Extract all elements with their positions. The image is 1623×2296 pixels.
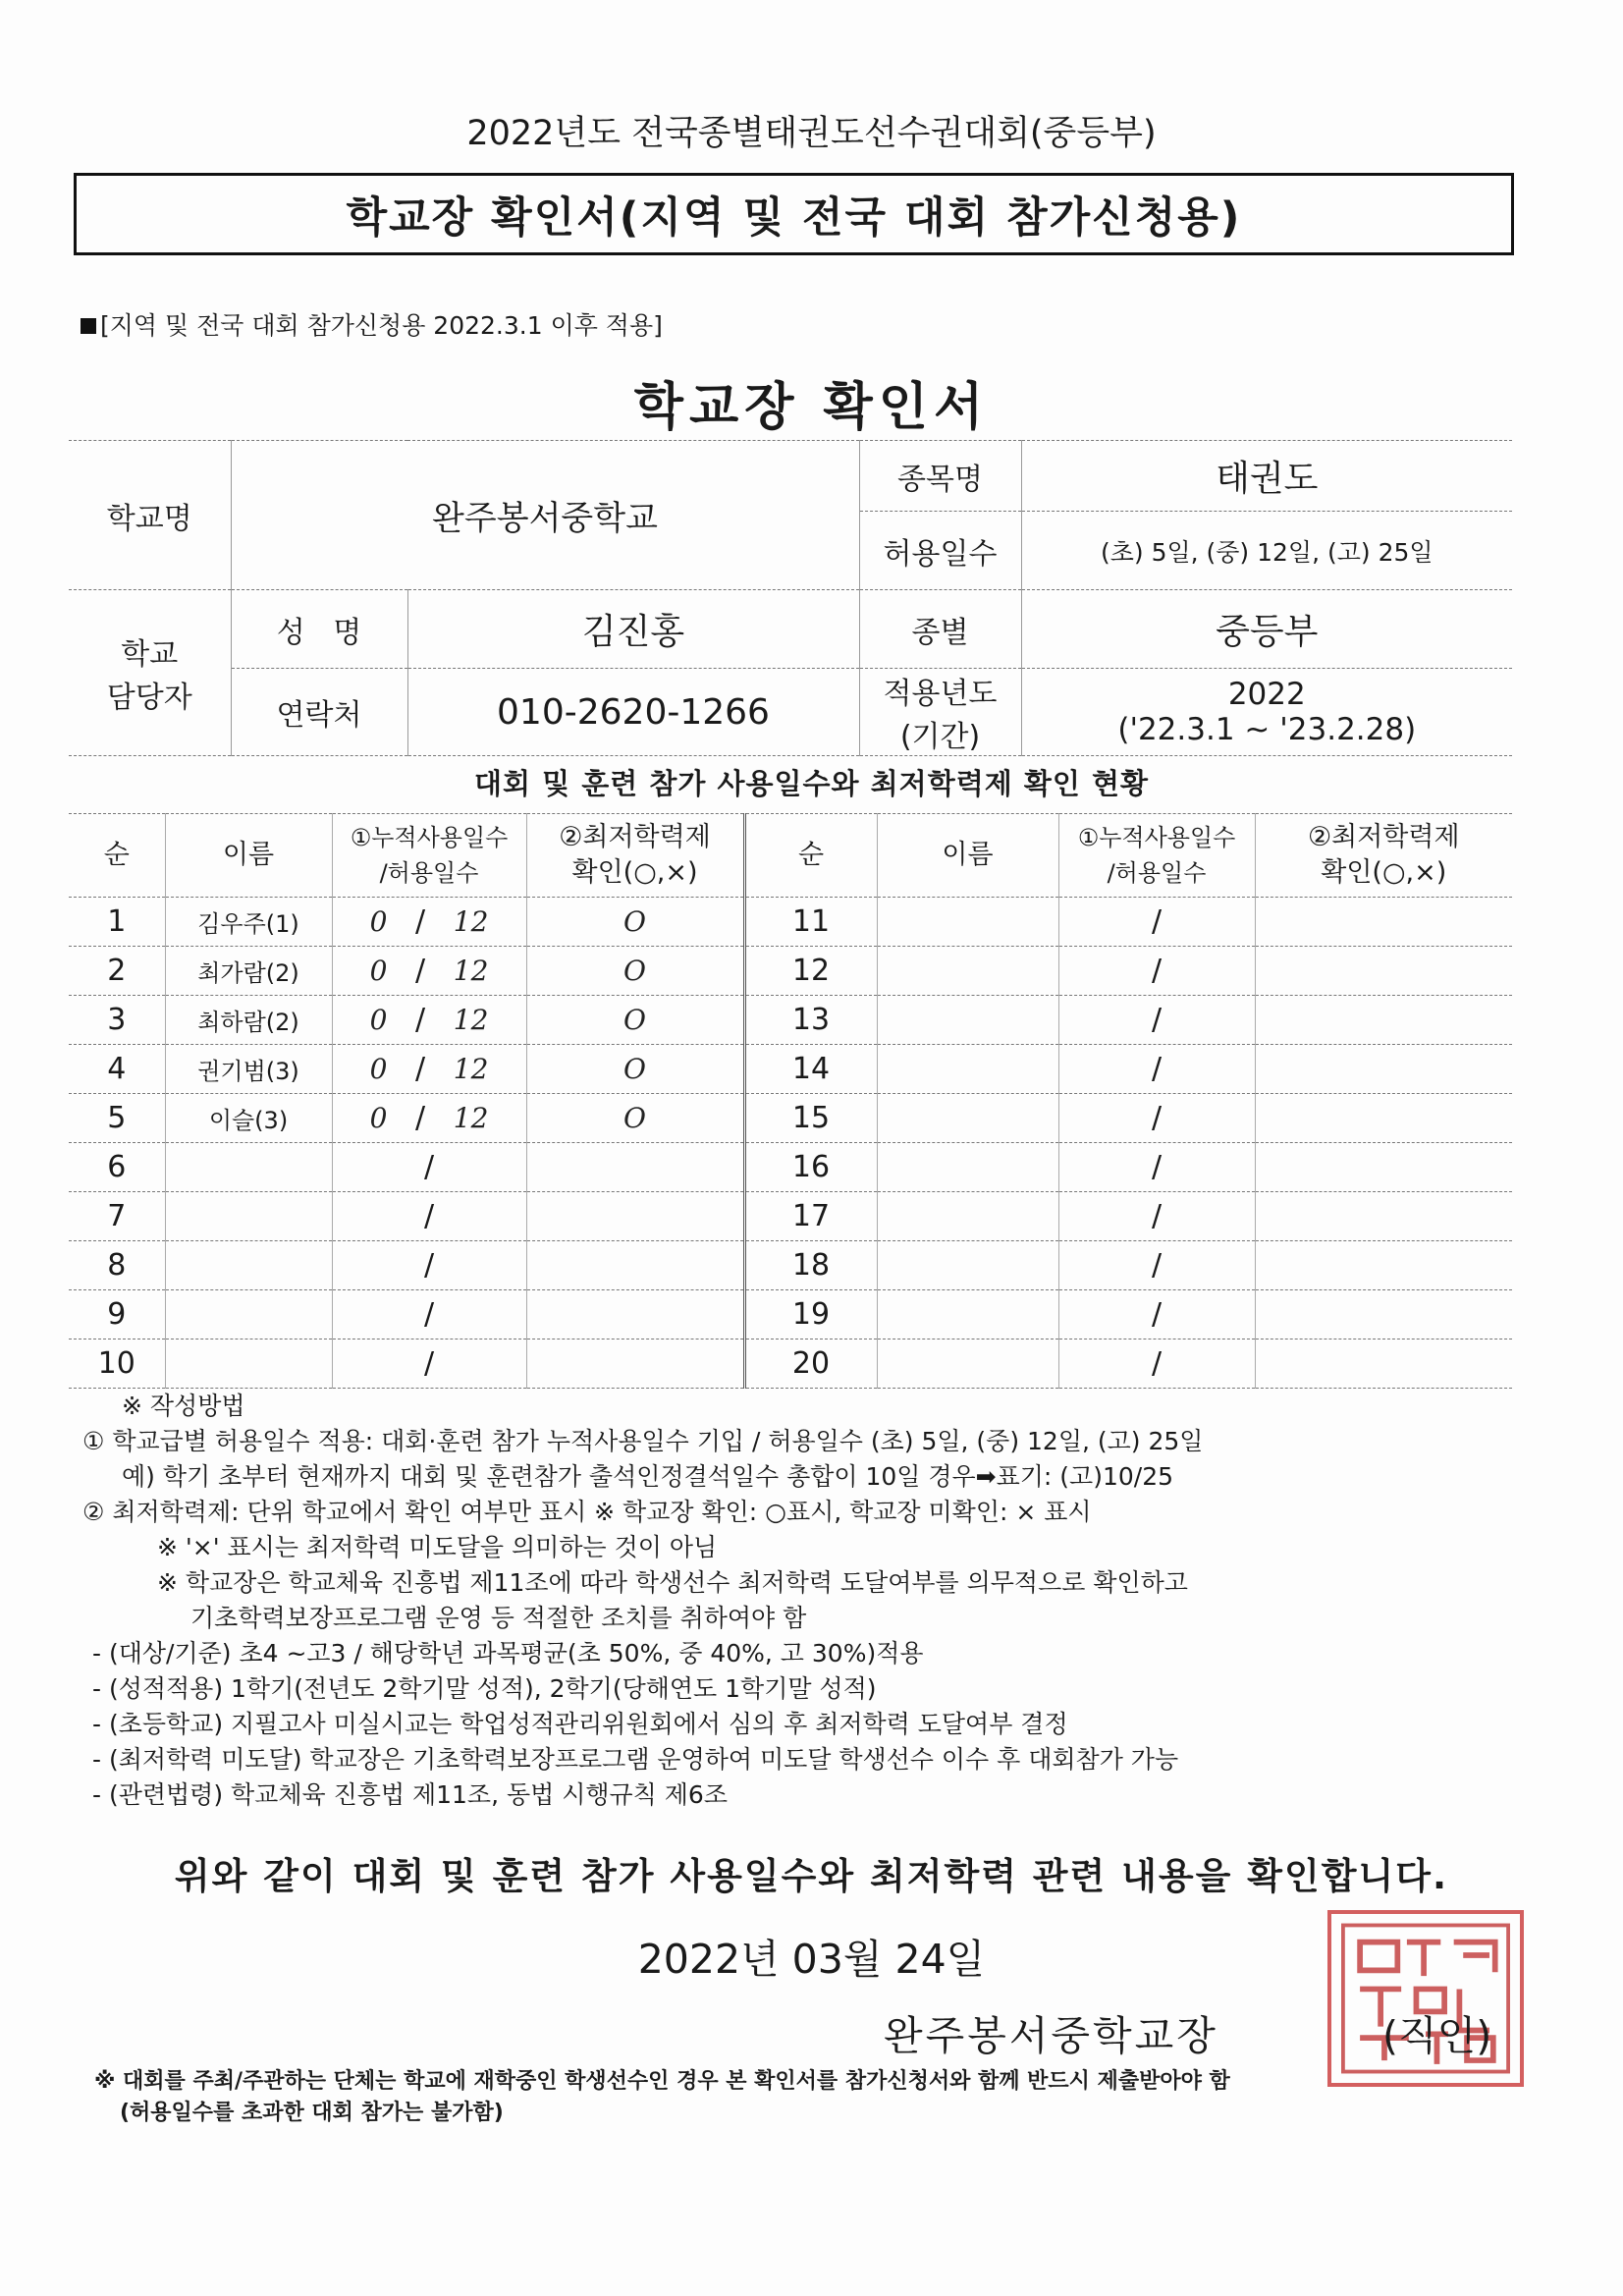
row-no: 3: [69, 996, 165, 1045]
table-row: [69, 1339, 1512, 1389]
confirm-statement: 위와 같이 대회 및 훈련 참가 사용일수와 최저학력 관련 내용을 확인합니다.: [174, 1855, 1449, 1897]
table-row: [69, 1290, 1512, 1339]
roster-header-row: [69, 814, 1512, 898]
contact-label: 연락처: [231, 669, 407, 756]
event-value: 태권도: [1021, 441, 1512, 512]
row-no: 1: [69, 898, 165, 947]
instructions: [82, 1389, 1536, 1813]
row-no: 7: [69, 1192, 165, 1241]
slash-right: /: [1058, 1143, 1255, 1192]
header-check-right-line2: 확인(○,×): [1321, 857, 1447, 888]
slash: /: [332, 1241, 526, 1290]
table-row: [69, 898, 1512, 947]
year-label-line1: 적용년도: [883, 677, 998, 711]
check-mark: [526, 1192, 744, 1241]
table-row: [69, 1094, 1512, 1143]
allowed-days-label: 허용일수: [859, 512, 1021, 590]
slash-right: /: [1058, 1045, 1255, 1094]
header-name: 이름: [165, 814, 332, 898]
apply-note-text: [지역 및 전국 대회 참가신청용 2022.3.1 이후 적용]: [100, 311, 663, 340]
slash: /: [415, 1052, 426, 1086]
check-mark-right: [1255, 1290, 1512, 1339]
header-check-right-line1: ②최저학력제: [1307, 822, 1460, 852]
event-label: 종목명: [859, 441, 1021, 512]
allowed-days: 12: [453, 955, 489, 987]
slash: /: [332, 1192, 526, 1241]
footnote-line1: ※ 대회를 주최/주관하는 단체는 학교에 재학중인 학생선수인 경우 본 확인서를 참가신청서와 함께 반드시 제출받아야 함: [94, 2069, 1230, 2094]
header-check: [526, 814, 744, 898]
used-days: 0: [369, 905, 388, 938]
instruction-line: - (최저학력 미도달) 학교장은 기초학력보장프로그램 운영하여 미도달 학생선수 이수 후 대회참가 가능: [92, 1745, 1179, 1774]
contact-value: 010-2620-1266: [407, 669, 859, 756]
slash-right: /: [1058, 1241, 1255, 1290]
instruction-line: ① 학교급별 허용일수 적용: 대회·훈련 참가 누적사용일수 기입 / 허용일수 (초) 5일, (중) 12일, (고) 25일: [82, 1427, 1204, 1455]
manager-label-line2: 담당자: [106, 681, 192, 715]
header-days-line2: /허용일수: [379, 859, 479, 887]
allowed-days: 12: [453, 1004, 489, 1036]
header-days: [332, 814, 526, 898]
days-cell: [332, 996, 526, 1045]
student-name: [165, 1143, 332, 1192]
check-mark: O: [526, 947, 744, 996]
row-no: 4: [69, 1045, 165, 1094]
check-mark: O: [526, 898, 744, 947]
check-mark-right: [1255, 996, 1512, 1045]
used-days: 0: [369, 1053, 388, 1085]
instruction-line: - (성적적용) 1학기(전년도 2학기말 성적), 2학기(당해연도 1학기말 성적): [92, 1674, 877, 1703]
square-bullet-icon: [81, 318, 96, 334]
division-value: 중등부: [1021, 590, 1512, 669]
used-days: 0: [369, 1004, 388, 1036]
header-check-right: [1255, 814, 1512, 898]
table-row: [69, 1192, 1512, 1241]
allowed-days: 12: [453, 1102, 489, 1134]
allowed-days-value: (초) 5일, (중) 12일, (고) 25일: [1021, 512, 1512, 590]
days-cell: [332, 947, 526, 996]
row-no: 2: [69, 947, 165, 996]
row-no-right: 14: [744, 1045, 877, 1094]
instruction-line: - (초등학교) 지필고사 미실시교는 학업성적관리위원회에서 심의 후 최저학력 도달여부 결정: [92, 1710, 1068, 1738]
table-row: [69, 1241, 1512, 1290]
student-name-right: [877, 1339, 1058, 1389]
row-no: 9: [69, 1290, 165, 1339]
row-no-right: 12: [744, 947, 877, 996]
header-name-right: 이름: [877, 814, 1058, 898]
days-cell: [332, 1094, 526, 1143]
name-label: 성 명: [231, 590, 407, 669]
check-mark: O: [526, 996, 744, 1045]
header-no-right: 순: [744, 814, 877, 898]
principal-name: 완주봉서중학교장: [884, 2012, 1218, 2059]
manager-name: 김진홍: [407, 590, 859, 669]
table-row: [69, 947, 1512, 996]
check-mark: [526, 1143, 744, 1192]
instruction-line: ※ 학교장은 학교체육 진흥법 제11조에 따라 학생선수 최저학력 도달여부를 의무적으로 확인하고: [157, 1568, 1188, 1597]
main-title: 학교장 확인서: [633, 378, 990, 437]
table-row: [69, 1143, 1512, 1192]
slash-right: /: [1058, 1192, 1255, 1241]
student-name: 권기범(3): [165, 1045, 332, 1094]
check-mark-right: [1255, 1045, 1512, 1094]
competition-title: 2022년도 전국종별태권도선수권대회(중등부): [466, 114, 1157, 153]
check-mark: O: [526, 1045, 744, 1094]
header-check-line2: 확인(○,×): [571, 857, 698, 888]
slash: /: [415, 1003, 426, 1037]
slash: /: [332, 1290, 526, 1339]
header-check-line1: ②최저학력제: [559, 822, 711, 852]
year-value: [1021, 669, 1512, 756]
row-no: 6: [69, 1143, 165, 1192]
student-name: [165, 1192, 332, 1241]
slash-right: /: [1058, 1094, 1255, 1143]
info-table: [69, 440, 1512, 756]
table-row: [69, 996, 1512, 1045]
student-name: 최가람(2): [165, 947, 332, 996]
year-value-line1: 2022: [1227, 677, 1306, 712]
instruction-line: - (대상/기준) 초4 ~고3 / 해당학년 과목평균(초 50%, 중 40%, 고 30%)적용: [92, 1639, 924, 1667]
document-title-box: [74, 173, 1514, 255]
instruction-line: 예) 학기 초부터 현재까지 대회 및 훈련참가 출석인정결석일수 총합이 10일 경우➡표기: (고)10/25: [122, 1462, 1174, 1491]
slash: /: [415, 1101, 426, 1135]
check-mark: [526, 1339, 744, 1389]
slash: /: [332, 1339, 526, 1389]
instruction-line: 기초학력보장프로그램 운영 등 적절한 조치를 취하여야 함: [190, 1604, 807, 1632]
student-name: 김우주(1): [165, 898, 332, 947]
student-name: [165, 1339, 332, 1389]
year-value-line2: ('22.3.1 ~ '23.2.28): [1117, 712, 1417, 747]
check-mark-right: [1255, 898, 1512, 947]
footnote-line2: (허용일수를 초과한 대회 참가는 불가함): [120, 2101, 504, 2125]
footnote: [94, 2066, 1230, 2129]
year-label-line2: (기간): [899, 720, 981, 754]
slash-right: /: [1058, 1339, 1255, 1389]
slash: /: [415, 954, 426, 988]
row-no-right: 20: [744, 1339, 877, 1389]
row-no-right: 11: [744, 898, 877, 947]
instruction-line: ② 최저학력제: 단위 학교에서 확인 여부만 표시 ※ 학교장 확인: ○표시, 학교장 미확인: × 표시: [82, 1498, 1092, 1526]
check-mark-right: [1255, 947, 1512, 996]
row-no: 10: [69, 1339, 165, 1389]
seal-label: (직인): [1382, 2012, 1492, 2059]
instructions-heading: ※ 작성방법: [122, 1392, 245, 1420]
student-name-right: [877, 1094, 1058, 1143]
row-no-right: 17: [744, 1192, 877, 1241]
manager-label: [69, 590, 231, 756]
check-mark: O: [526, 1094, 744, 1143]
days-cell: [332, 1045, 526, 1094]
allowed-days: 12: [453, 905, 489, 938]
division-label: 종별: [859, 590, 1021, 669]
check-mark-right: [1255, 1339, 1512, 1389]
used-days: 0: [369, 1102, 388, 1134]
table-row: [69, 1045, 1512, 1094]
slash-right: /: [1058, 996, 1255, 1045]
header-days-right-line2: /허용일수: [1107, 859, 1207, 887]
student-name-right: [877, 1192, 1058, 1241]
section-title: 대회 및 훈련 참가 사용일수와 최저학력제 확인 현황: [474, 767, 1149, 800]
allowed-days: 12: [453, 1053, 489, 1085]
header-no: 순: [69, 814, 165, 898]
student-name-right: [877, 996, 1058, 1045]
row-no-right: 13: [744, 996, 877, 1045]
student-name-right: [877, 947, 1058, 996]
check-mark-right: [1255, 1094, 1512, 1143]
manager-label-line1: 학교: [121, 637, 179, 672]
check-mark: [526, 1241, 744, 1290]
instruction-line: ※ '×' 표시는 최저학력 미도달을 의미하는 것이 아님: [157, 1533, 718, 1561]
slash-right: /: [1058, 1290, 1255, 1339]
instruction-line: - (관련법령) 학교체육 진흥법 제11조, 동법 시행규칙 제6조: [92, 1780, 728, 1809]
roster-table: [69, 813, 1512, 1389]
check-mark-right: [1255, 1143, 1512, 1192]
row-no-right: 18: [744, 1241, 877, 1290]
header-days-right-line1: ①누적사용일수: [1077, 824, 1236, 851]
year-label: [859, 669, 1021, 756]
student-name-right: [877, 898, 1058, 947]
slash-right: /: [1058, 898, 1255, 947]
check-mark: [526, 1290, 744, 1339]
check-mark-right: [1255, 1192, 1512, 1241]
school-label: 학교명: [69, 441, 231, 590]
document-date: 2022년 03월 24일: [637, 1936, 986, 1983]
student-name: 이슬(3): [165, 1094, 332, 1143]
student-name-right: [877, 1143, 1058, 1192]
student-name-right: [877, 1290, 1058, 1339]
document-title: 학교장 확인서(지역 및 전국 대회 참가신청용): [346, 192, 1242, 243]
student-name: 최하람(2): [165, 996, 332, 1045]
check-mark-right: [1255, 1241, 1512, 1290]
row-no-right: 19: [744, 1290, 877, 1339]
slash-right: /: [1058, 947, 1255, 996]
slash: /: [332, 1143, 526, 1192]
school-name: 완주봉서중학교: [231, 441, 859, 590]
row-no: 8: [69, 1241, 165, 1290]
student-name-right: [877, 1045, 1058, 1094]
days-cell: [332, 898, 526, 947]
student-name: [165, 1290, 332, 1339]
row-no-right: 16: [744, 1143, 877, 1192]
header-days-line1: ①누적사용일수: [350, 824, 509, 851]
row-no: 5: [69, 1094, 165, 1143]
used-days: 0: [369, 955, 388, 987]
slash: /: [415, 904, 426, 939]
apply-note: [81, 306, 663, 342]
header-days-right: [1058, 814, 1255, 898]
student-name-right: [877, 1241, 1058, 1290]
student-name: [165, 1241, 332, 1290]
row-no-right: 15: [744, 1094, 877, 1143]
